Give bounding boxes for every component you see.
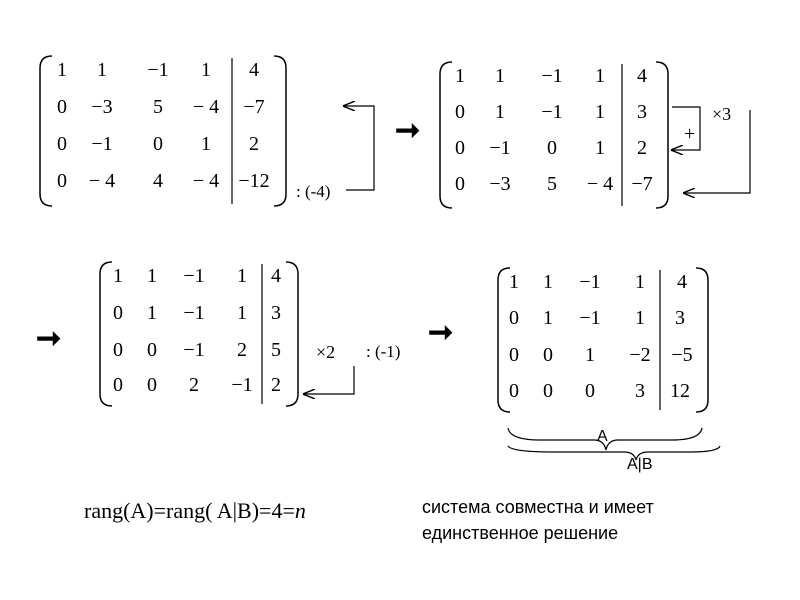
- cell: −1: [183, 265, 205, 287]
- cell: 1: [595, 65, 605, 87]
- cell: 1: [455, 65, 465, 87]
- cell: 1: [595, 101, 605, 123]
- cell: 2: [637, 137, 647, 159]
- cell: − 4: [586, 173, 614, 195]
- cell: −1: [579, 307, 601, 329]
- cell: −1: [579, 271, 601, 293]
- cell: −1: [183, 339, 205, 361]
- cell: 4: [637, 65, 647, 87]
- brace-label-a: A: [597, 428, 608, 445]
- cell: 0: [455, 173, 465, 195]
- cell: 0: [509, 344, 519, 366]
- transition-arrow-icon: ➞: [395, 114, 421, 147]
- cell: −1: [183, 302, 205, 324]
- cell: 2: [249, 133, 259, 155]
- cell: 1: [237, 302, 247, 324]
- cell: 3: [675, 307, 685, 329]
- cell: 1: [595, 137, 605, 159]
- cell: 5: [271, 339, 281, 361]
- cell: 1: [147, 302, 157, 324]
- cell: 0: [509, 307, 519, 329]
- cell: 1: [57, 59, 67, 81]
- cell: 2: [271, 374, 281, 396]
- cell: 2: [189, 374, 199, 396]
- cell: 1: [97, 59, 107, 81]
- cell: 1: [113, 265, 123, 287]
- cell: −12: [238, 170, 270, 192]
- cell: 0: [113, 302, 123, 324]
- conclusion-line-1: система совместна и имеет: [422, 497, 654, 517]
- cell: 1: [201, 133, 211, 155]
- cell: 0: [543, 380, 553, 402]
- cell: 0: [455, 101, 465, 123]
- cell: 3: [635, 380, 645, 402]
- cell: 1: [635, 271, 645, 293]
- cell: 1: [543, 307, 553, 329]
- cell: 1: [495, 65, 505, 87]
- divide-by-neg1-label: : (-1): [366, 342, 401, 361]
- cell: 4: [153, 170, 163, 192]
- cell: −7: [631, 173, 653, 195]
- cell: 0: [509, 380, 519, 402]
- cell: −5: [671, 344, 693, 366]
- brace-ab: [508, 446, 720, 460]
- connector-line: [344, 106, 374, 190]
- cell: 0: [455, 137, 465, 159]
- cell: 1: [635, 307, 645, 329]
- times2-label: ×2: [316, 342, 336, 362]
- cell: −1: [541, 65, 563, 87]
- cell: 1: [237, 265, 247, 287]
- cell: − 4: [88, 170, 116, 192]
- conclusion-line-2: единственное решение: [422, 523, 619, 543]
- cell: 1: [509, 271, 519, 293]
- cell: 1: [543, 271, 553, 293]
- divide-by-neg4-label: : (-4): [296, 182, 331, 201]
- cell: 0: [585, 380, 595, 402]
- cell: 0: [147, 374, 157, 396]
- cell: 0: [113, 339, 123, 361]
- transition-arrow-icon: ➞: [36, 322, 62, 355]
- cell: 0: [147, 339, 157, 361]
- cell: 4: [677, 271, 687, 293]
- cell: 1: [585, 344, 595, 366]
- cell: −1: [147, 59, 169, 81]
- cell: 3: [271, 302, 281, 324]
- cell: −1: [541, 101, 563, 123]
- cell: −1: [231, 374, 253, 396]
- cell: 0: [153, 133, 163, 155]
- cell: 5: [547, 173, 557, 195]
- cell: 0: [57, 170, 67, 192]
- cell: 0: [547, 137, 557, 159]
- rank-statement: [84, 498, 306, 524]
- cell: − 4: [192, 170, 220, 192]
- cell: 1: [147, 265, 157, 287]
- cell: −3: [91, 96, 113, 118]
- cell: −3: [489, 173, 511, 195]
- cell: −7: [243, 96, 265, 118]
- connector-line: [304, 366, 354, 394]
- brace-label-ab: A|B: [627, 456, 653, 473]
- cell: 3: [637, 101, 647, 123]
- rank-equation: rang(A)=rang( A|B)=4=: [84, 498, 295, 523]
- plus-label: +: [684, 123, 696, 145]
- times3-label: ×3: [712, 104, 732, 124]
- conclusion-text: [422, 494, 654, 546]
- cell: 4: [249, 59, 259, 81]
- cell: − 4: [192, 96, 220, 118]
- rank-n: n: [294, 498, 306, 523]
- cell: 0: [543, 344, 553, 366]
- cell: −2: [629, 344, 651, 366]
- cell: 1: [201, 59, 211, 81]
- cell: 0: [57, 133, 67, 155]
- transition-arrow-icon: ➞: [428, 316, 454, 349]
- cell: −1: [489, 137, 511, 159]
- cell: −1: [91, 133, 113, 155]
- cell: 5: [153, 96, 163, 118]
- cell: 0: [57, 96, 67, 118]
- cell: 0: [113, 374, 123, 396]
- cell: 2: [237, 339, 247, 361]
- cell: 12: [670, 380, 690, 402]
- cell: 4: [271, 265, 281, 287]
- cell: 1: [495, 101, 505, 123]
